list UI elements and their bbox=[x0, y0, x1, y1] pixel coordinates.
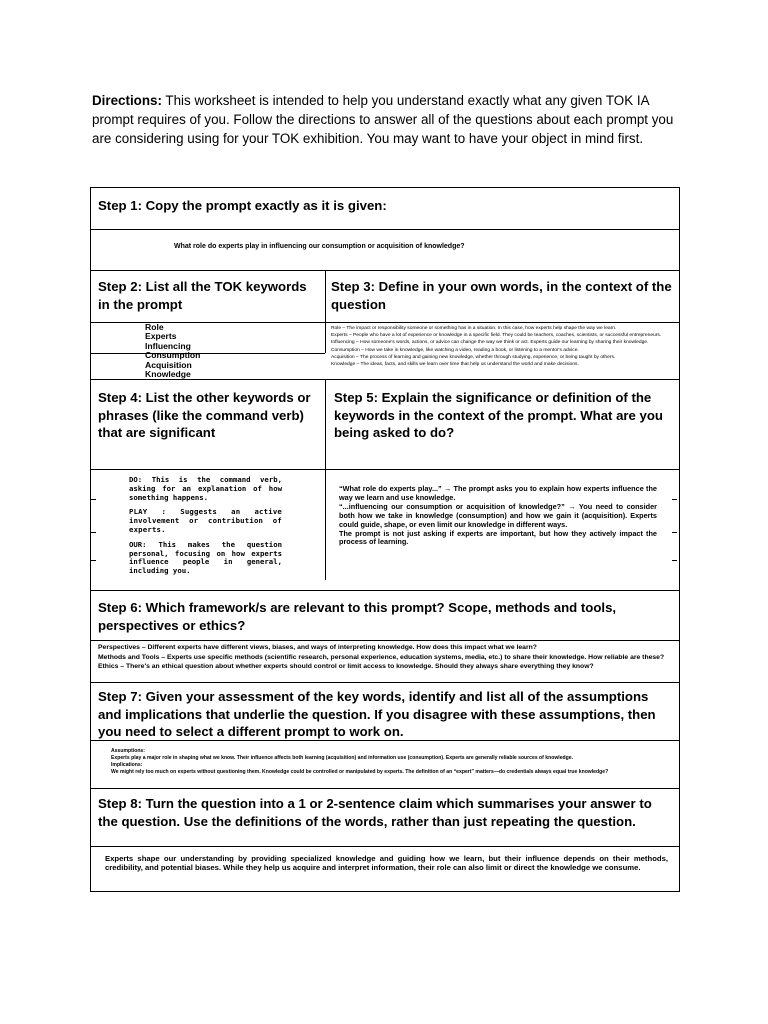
worksheet-table bbox=[90, 187, 680, 892]
definition-item: Experts – People who have a lot of experience or knowledge in a specific field. They could be teachers, coaches, scientists, or successful entrepreneurs. bbox=[331, 333, 662, 339]
keyword-item: Role bbox=[145, 322, 164, 332]
step8-heading-row bbox=[91, 789, 679, 847]
step1-answer[interactable]: What role do experts play in influencing our consumption or acquisition of knowledge? bbox=[174, 243, 465, 250]
step5-heading: Step 5: Explain the significance or definition of the keywords in the context of the prompt. What are you being asked to do? bbox=[334, 390, 663, 441]
step7-heading: Step 7: Given your assessment of the key words, identify and list all of the assumptions and implications that underlie the question. If you disagree with these assumptions, then you need to select a different prompt to work on. bbox=[98, 689, 656, 740]
definition-item: Consumption – How we take in knowledge, like watching a video, reading a book, or listening to a mentor's advice. bbox=[331, 347, 579, 353]
step4-item-play: PLAY : Suggests an active involvement or contribution of experts. bbox=[129, 507, 282, 534]
step7-line: Assumptions: bbox=[111, 748, 145, 754]
step5-paragraph: “...influencing our consumption or acquisition of knowledge?” → You need to consider both how we take in knowledge (consumption) and how we gain it (acquisition). Experts could guide, shape, or even limit our knowledge in different ways. bbox=[339, 501, 657, 529]
directions-label: Directions: bbox=[92, 93, 162, 108]
step4-item-our: OUR: This makes the question personal, focusing on how experts influence people in general, including you. bbox=[129, 539, 282, 576]
directions-text: This worksheet is intended to help you understand exactly what any given TOK IA prompt requires of you. Follow the directions to answer all of the questions about each prompt you are considering using for your TOK exhibition. You may want to have your object in mind first. bbox=[92, 93, 674, 147]
step2-keyword-list[interactable] bbox=[145, 323, 200, 379]
step2-3-answer-row bbox=[91, 323, 679, 380]
keyword-item: Experts bbox=[145, 331, 177, 342]
step5-paragraph: “What role do experts play...” → The prompt asks you to explain how experts influence the way we learn and use knowledge. bbox=[339, 484, 657, 502]
step4-heading: Step 4: List the other keywords or phrases (like the command verb) that are significant bbox=[98, 390, 311, 441]
step4-answer-list[interactable] bbox=[129, 476, 282, 576]
step7-answer[interactable] bbox=[111, 748, 673, 776]
step4-5-answer-row bbox=[91, 470, 679, 591]
step6-heading: Step 6: Which framework/s are relevant to this prompt? Scope, methods and tools, perspectives or ethics? bbox=[98, 600, 617, 633]
step7-heading-row bbox=[91, 683, 679, 741]
step8-heading: Step 8: Turn the question into a 1 or 2-sentence claim which summarises your answer to the question. Use the definitions of the words, rather than just repeating the question. bbox=[98, 796, 652, 829]
step8-answer[interactable]: Experts shape our understanding by providing specialized knowledge and guiding how we learn, but their influence depends on their methods, credibility, and potential biases. While they help us acquire and interpret information, their role can also limit or direct the knowledge we consume. bbox=[105, 854, 668, 873]
definition-item: Acquisition – The process of learning and gaining new knowledge, whether through studying, experience, or being taught by others. bbox=[331, 354, 616, 360]
step3-definition-list[interactable] bbox=[331, 325, 676, 368]
step3-heading: Step 3: Define in your own words, in the context of the question bbox=[331, 279, 672, 312]
step7-line: Experts play a major role in shaping what we know. Their influence affects both learning (acquisition) and information use (consumption). Experts are generally reliable sources of knowledge. bbox=[111, 755, 574, 762]
step2-3-heading-row bbox=[91, 271, 679, 323]
step1-answer-row bbox=[91, 230, 679, 271]
step5-paragraph: The prompt is not just asking if experts are important, but how they actively impact the process of learning. bbox=[339, 528, 657, 547]
step6-line: Methods and Tools – Experts use specific methods (scientific research, personal experience, education systems, media, etc.) to share their knowledge. How reliable are these? bbox=[98, 653, 665, 661]
step6-heading-row bbox=[91, 591, 679, 641]
keyword-item: Consumption bbox=[145, 350, 201, 361]
step7-line: Implications: bbox=[111, 762, 143, 769]
step4-5-heading-row bbox=[91, 380, 679, 470]
directions-paragraph bbox=[92, 91, 682, 149]
keyword-item: Acquisition bbox=[145, 359, 192, 370]
step7-line: We might rely too much on experts without questioning them. Knowledge could be controlled or manipulated by experts. The definition of an “expert” matters—do credentials always equal true knowledge? bbox=[111, 769, 609, 776]
keyword-item: Influencing bbox=[145, 340, 191, 351]
definition-item: Knowledge – The ideas, facts, and skills we learn over time that help us understand the world and make decisions. bbox=[331, 362, 579, 368]
step6-line: Perspectives – Different experts have different views, biases, and ways of interpreting knowledge. How does this impact what we learn? bbox=[98, 644, 537, 651]
keyword-item: Knowledge bbox=[145, 369, 191, 380]
step8-answer-row bbox=[91, 847, 679, 891]
step1-heading: Step 1: Copy the prompt exactly as it is given: bbox=[98, 198, 387, 213]
step5-answer[interactable] bbox=[339, 485, 657, 547]
step2-heading: Step 2: List all the TOK keywords in the prompt bbox=[98, 279, 307, 312]
step4-item-do: DO: This is the command verb, asking for an explanation of how something happens. bbox=[129, 475, 282, 502]
step6-line: Ethics – There's an ethical question about whether experts should control or limit access to knowledge. Should they always share everything they know? bbox=[98, 663, 594, 670]
step7-answer-row bbox=[91, 741, 679, 789]
definition-item: Influencing – How someone's words, actions, or advice can change the way we think or act. Experts guide our learning by sharing their knowledge. bbox=[331, 340, 649, 346]
step6-answer[interactable] bbox=[98, 643, 674, 672]
definition-item: Role – The impact or responsibility someone or something has in a situation. In this case, how experts help shape the way we learn. bbox=[331, 326, 617, 331]
step1-heading-row bbox=[91, 188, 679, 230]
step6-answer-row bbox=[91, 641, 679, 683]
